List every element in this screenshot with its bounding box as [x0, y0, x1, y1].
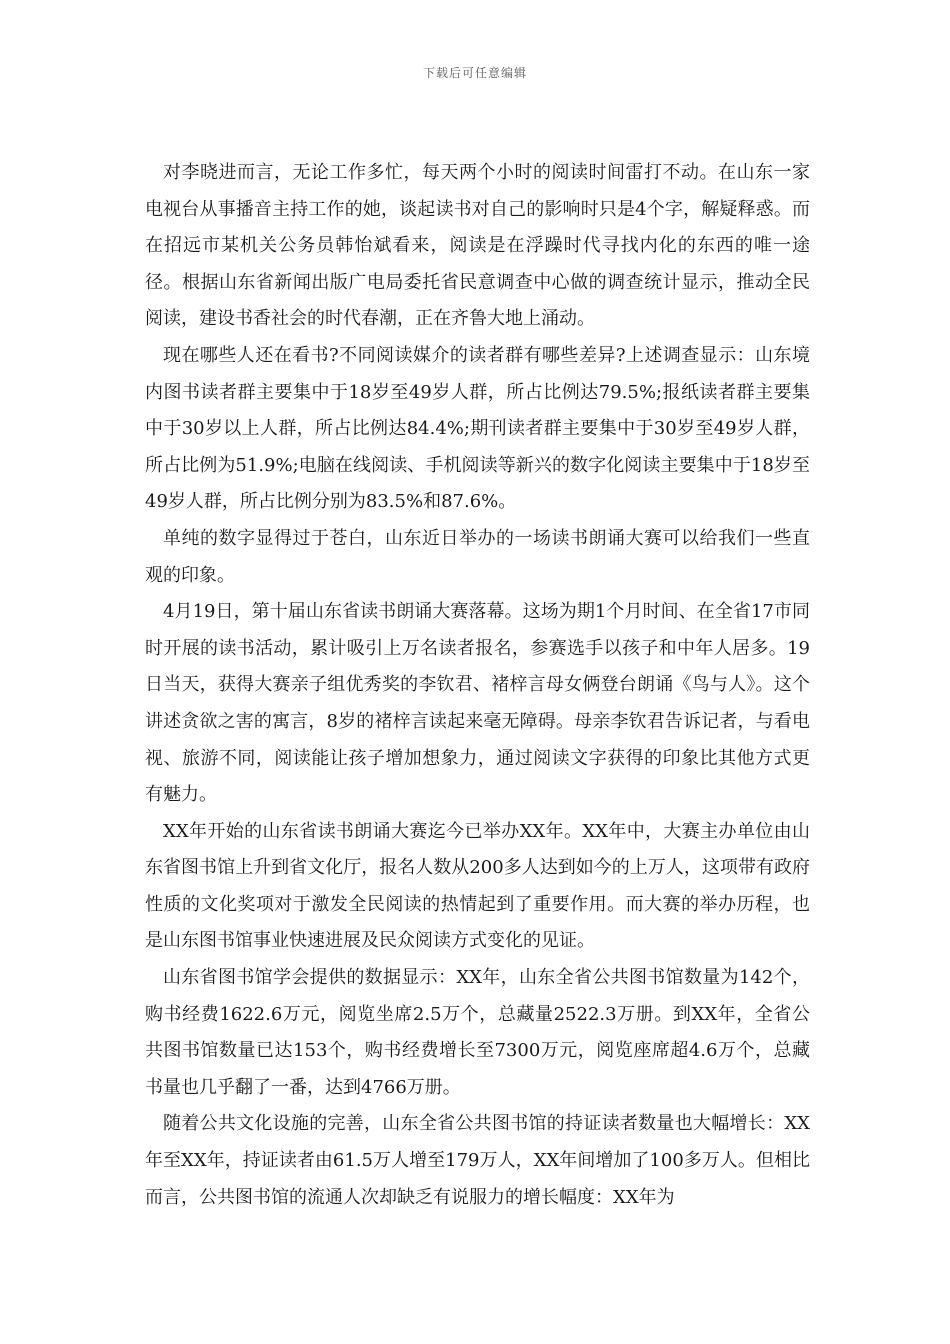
- document-body: [145, 155, 810, 1216]
- paragraph-2: 现在哪些人还在看书?不同阅读媒介的读者群有哪些差异?上述调查显示：山东境内图书读者群主要集中于18岁至49岁人群，所占比例达79.5%;报纸读者群主要集中于30岁以上人群，所占比例达84.4%;期刊读者群主要集中于30岁至49岁人群，所占比例为51.9%;电脑在线阅读、手机阅读等新兴的数字化阅读主要集中于18岁至49岁人群，所占比例分别为83.5%和87.6%。: [145, 344, 810, 513]
- paragraph-1: 对李晓进而言，无论工作多忙，每天两个小时的阅读时间雷打不动。在山东一家电视台从事播音主持工作的她，谈起读书对自己的影响时只是4个字，解疑释惑。而在招远市某机关公务员韩怡斌看来，阅读是在浮躁时代寻找内化的东西的唯一途径。根据山东省新闻出版广电局委托省民意调查中心做的调查统计显示，推动全民阅读，建设书香社会的时代春潮，正在齐鲁大地上涌动。: [145, 162, 810, 330]
- page-header: 下载后可任意编辑: [422, 66, 527, 80]
- paragraph-5: XX年开始的山东省读书朗诵大赛迄今已举办XX年。XX年中，大赛主办单位由山东省图书馆上升到省文化厅，报名人数从200多人达到如今的上万人，这项带有政府性质的文化奖项对于激发全民阅读的热情起到了重要作用。而大赛的举办历程，也是山东图书馆事业快速进展及民众阅读方式变化的见证。: [145, 820, 810, 952]
- paragraph-3: 单纯的数字显得过于苍白，山东近日举办的一场读书朗诵大赛可以给我们一些直观的印象。: [145, 527, 810, 586]
- paragraph-4: 4月19日，第十届山东省读书朗诵大赛落幕。这场为期1个月时间、在全省17市同时开展的读书活动，累计吸引上万名读者报名，参赛选手以孩子和中年人居多。19日当天，获得大赛亲子组优秀奖的李钦君、褚梓言母女俩登台朗诵《鸟与人》。这个讲述贪欲之害的寓言，8岁的褚梓言读起来毫无障碍。母亲李钦君告诉记者，与看电视、旅游不同，阅读能让孩子增加想象力，通过阅读文字获得的印象比其他方式更有魅力。: [145, 601, 810, 806]
- paragraph-6: 山东省图书馆学会提供的数据显示：XX年，山东全省公共图书馆数量为142个，购书经费1622.6万元，阅览坐席2.5万个，总藏量2522.3万册。到XX年，全省公共图书馆数量已达153个，购书经费增长至7300万元，阅览座席超4.6万个，总藏书量也几乎翻了一番，达到4766万册。: [145, 967, 810, 1098]
- paragraph-7: 随着公共文化设施的完善，山东全省公共图书馆的持证读者数量也大幅增长：XX年至XX年，持证读者由61.5万人增至179万人，XX年间增加了100多万人。但相比而言，公共图书馆的流通人次却缺乏有说服力的增长幅度：XX年为: [145, 1113, 810, 1208]
